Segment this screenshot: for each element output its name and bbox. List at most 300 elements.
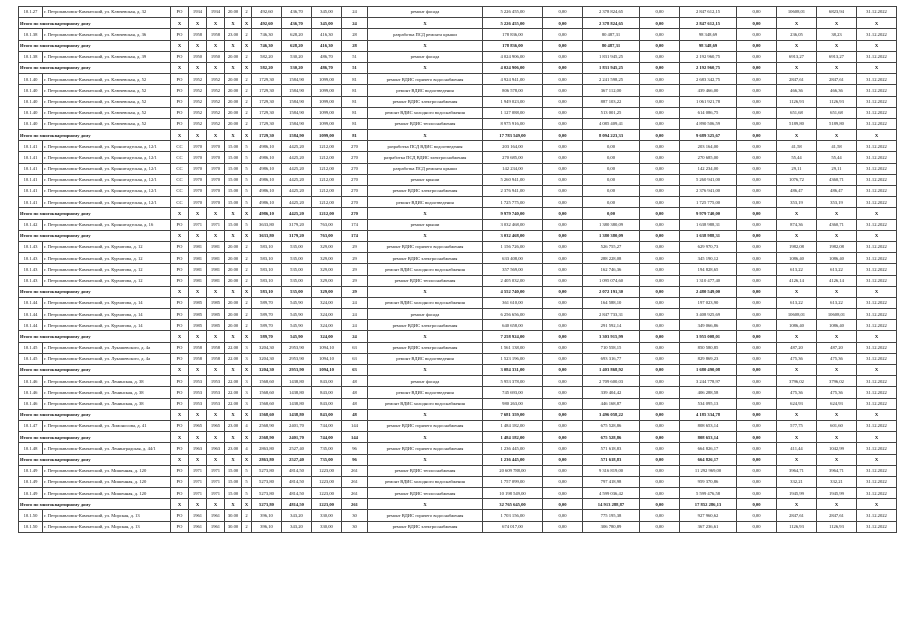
ownership-method: РО bbox=[171, 353, 189, 364]
subtotal-label: Итого по многоквартирному дому bbox=[19, 18, 171, 29]
planned-date: 31.12.2022 bbox=[857, 7, 897, 18]
total-cost: 4 024 906,00 bbox=[483, 51, 543, 62]
total-area: 589,70 bbox=[252, 297, 282, 308]
residents: 51 bbox=[342, 62, 368, 73]
max-unit-cost: 1982,08 bbox=[817, 241, 857, 252]
ownership-method: РО bbox=[171, 320, 189, 331]
local-budget: 0,00 bbox=[640, 510, 680, 521]
owners-funds: 98 348,69 bbox=[680, 40, 737, 51]
other-funds: 0,00 bbox=[737, 241, 777, 252]
building-address: г. Петропавловск-Камчатский, ул. Ломоносова, д. 41 bbox=[43, 420, 171, 431]
wear-percent: 23.00 bbox=[225, 29, 242, 40]
unit-cost: 5189,80 bbox=[777, 118, 817, 129]
row-number: 10.1.44 bbox=[19, 309, 43, 320]
local-budget: 0,00 bbox=[640, 320, 680, 331]
ownership-method: РО bbox=[171, 74, 189, 85]
living-area: 2527,40 bbox=[282, 454, 312, 465]
planned-date: 31.12.2022 bbox=[857, 241, 897, 252]
other-funds: 0,00 bbox=[737, 253, 777, 264]
floors: 2 bbox=[242, 107, 252, 118]
wear-percent: 15.00 bbox=[225, 219, 242, 230]
local-budget: 0,00 bbox=[640, 186, 680, 197]
regional-budget: 80 487,31 bbox=[583, 29, 640, 40]
year-built: 1961 bbox=[189, 510, 207, 521]
floors: 2 bbox=[242, 320, 252, 331]
subtotal-label: Итого по многоквартирному дому bbox=[19, 365, 171, 376]
year-commissioned: 1981 bbox=[207, 264, 225, 275]
row-number: 10.1.45 bbox=[19, 342, 43, 353]
regional-budget: 339 404,42 bbox=[583, 387, 640, 398]
total-cost: 4 924 941,00 bbox=[483, 74, 543, 85]
work-type: X bbox=[368, 454, 483, 465]
max-unit-cost: X bbox=[817, 40, 857, 51]
common-area: 1212,00 bbox=[312, 208, 342, 219]
row-number: 10.1.41 bbox=[19, 163, 43, 174]
other-funds: 0,00 bbox=[737, 230, 777, 241]
floors: X bbox=[242, 130, 252, 141]
ownership-method: РО bbox=[171, 488, 189, 499]
work-type: X bbox=[368, 208, 483, 219]
floors: X bbox=[242, 432, 252, 443]
floors: X bbox=[242, 18, 252, 29]
owners-funds: 197 023,90 bbox=[680, 297, 737, 308]
local-budget: 0,00 bbox=[640, 230, 680, 241]
row-number: 10.1.46 bbox=[19, 398, 43, 409]
living-area: 4425,20 bbox=[282, 141, 312, 152]
year-built: 1961 bbox=[189, 521, 207, 532]
living-area: 535,00 bbox=[282, 241, 312, 252]
fund-support: 0,00 bbox=[543, 275, 583, 286]
year-built: 1963 bbox=[189, 443, 207, 454]
common-area: 763,00 bbox=[312, 219, 342, 230]
fund-support: 0,00 bbox=[543, 130, 583, 141]
ownership-method: РО bbox=[171, 465, 189, 476]
unit-cost: 411,44 bbox=[777, 443, 817, 454]
ownership-method: РО bbox=[171, 387, 189, 398]
total-cost: 1 236 445,00 bbox=[483, 454, 543, 465]
wear-percent: 23.00 bbox=[225, 420, 242, 431]
planned-date: 31.12.2022 bbox=[857, 163, 897, 174]
table-row bbox=[19, 264, 897, 275]
other-funds: 0,00 bbox=[737, 432, 777, 443]
floors: 2 bbox=[242, 264, 252, 275]
year-built: X bbox=[189, 365, 207, 376]
subtotal-row bbox=[19, 130, 897, 141]
table-row bbox=[19, 476, 897, 487]
residents: 48 bbox=[342, 376, 368, 387]
year-commissioned: 1970 bbox=[207, 174, 225, 185]
planned-date: 31.12.2022 bbox=[857, 320, 897, 331]
planned-date: 31.12.2022 bbox=[857, 398, 897, 409]
year-built: 1970 bbox=[189, 174, 207, 185]
total-cost: 4 552 740,00 bbox=[483, 286, 543, 297]
row-number: 10.1.40 bbox=[19, 96, 43, 107]
living-area: 1584,90 bbox=[282, 107, 312, 118]
subtotal-row bbox=[19, 365, 897, 376]
year-built: X bbox=[189, 208, 207, 219]
max-unit-cost: 55,44 bbox=[817, 152, 857, 163]
residents: 48 bbox=[342, 398, 368, 409]
owners-funds: 1 638 988,31 bbox=[680, 219, 737, 230]
wear-percent: X bbox=[225, 130, 242, 141]
planned-date: 31.12.2022 bbox=[857, 197, 897, 208]
work-type: X bbox=[368, 432, 483, 443]
local-budget: 0,00 bbox=[640, 387, 680, 398]
work-type: ремонт ВДИС водоотведения bbox=[368, 387, 483, 398]
max-unit-cost: 4360,71 bbox=[817, 219, 857, 230]
regional-budget: 2 709 600,03 bbox=[583, 376, 640, 387]
total-cost: 633 408,00 bbox=[483, 253, 543, 264]
table-row bbox=[19, 29, 897, 40]
building-address: г. Петропавловск-Камчатский, ул. Ленинская, д. 38 bbox=[43, 398, 171, 409]
other-funds: 0,00 bbox=[737, 264, 777, 275]
regional-budget: 571 618,83 bbox=[583, 443, 640, 454]
row-number: 10.1.48 bbox=[19, 443, 43, 454]
other-funds: 0,00 bbox=[737, 499, 777, 510]
fund-support: 0,00 bbox=[543, 29, 583, 40]
wear-percent: X bbox=[225, 365, 242, 376]
living-area: 2527,40 bbox=[282, 443, 312, 454]
regional-budget: 1 831 945,25 bbox=[583, 51, 640, 62]
year-commissioned: 1952 bbox=[207, 118, 225, 129]
year-commissioned: X bbox=[207, 18, 225, 29]
work-type: ремонт ВДИС холодного водоснабжения bbox=[368, 297, 483, 308]
max-unit-cost: X bbox=[817, 286, 857, 297]
unit-cost: 2847,61 bbox=[777, 510, 817, 521]
planned-date: X bbox=[857, 365, 897, 376]
building-address: г. Петропавловск-Камчатский, ул. Лукашевского, д. 4а bbox=[43, 342, 171, 353]
planned-date: X bbox=[857, 40, 897, 51]
fund-support: 0,00 bbox=[543, 510, 583, 521]
floors: 2 bbox=[242, 118, 252, 129]
floors: 2 bbox=[242, 309, 252, 320]
year-built: 1981 bbox=[189, 275, 207, 286]
local-budget: 0,00 bbox=[640, 499, 680, 510]
total-area: 1568,60 bbox=[252, 376, 282, 387]
ownership-method: X bbox=[171, 62, 189, 73]
year-built: 1971 bbox=[189, 488, 207, 499]
ownership-method: СС bbox=[171, 174, 189, 185]
building-address: г. Петропавловск-Камчатский, ул. Ключевская, д. 52 bbox=[43, 85, 171, 96]
year-built: 1953 bbox=[189, 398, 207, 409]
ownership-method: СС bbox=[171, 197, 189, 208]
unit-cost: 2847,61 bbox=[777, 74, 817, 85]
residents: 144 bbox=[342, 420, 368, 431]
regional-budget: 4 085 409,41 bbox=[583, 118, 640, 129]
local-budget: 0,00 bbox=[640, 141, 680, 152]
living-area: 436,70 bbox=[282, 18, 312, 29]
other-funds: 0,00 bbox=[737, 107, 777, 118]
year-built: X bbox=[189, 454, 207, 465]
year-commissioned: 1971 bbox=[207, 488, 225, 499]
max-unit-cost: X bbox=[817, 432, 857, 443]
other-funds: 0,00 bbox=[737, 309, 777, 320]
year-built: 1971 bbox=[189, 219, 207, 230]
planned-date: X bbox=[857, 208, 897, 219]
planned-date: 31.12.2022 bbox=[857, 465, 897, 476]
fund-support: 0,00 bbox=[543, 297, 583, 308]
year-commissioned: 1958 bbox=[207, 353, 225, 364]
year-commissioned: 1970 bbox=[207, 152, 225, 163]
planned-date: 31.12.2022 bbox=[857, 476, 897, 487]
wear-percent: 22.00 bbox=[225, 353, 242, 364]
ownership-method: X bbox=[171, 499, 189, 510]
planned-date: 31.12.2022 bbox=[857, 152, 897, 163]
total-cost: 142 234,00 bbox=[483, 163, 543, 174]
total-cost: 5 226 455,00 bbox=[483, 7, 543, 18]
table-row bbox=[19, 387, 897, 398]
total-cost: 640 658,00 bbox=[483, 320, 543, 331]
local-budget: 0,00 bbox=[640, 208, 680, 219]
residents: 96 bbox=[342, 443, 368, 454]
living-area: 2953,90 bbox=[282, 353, 312, 364]
regional-budget: 9 316 819,00 bbox=[583, 465, 640, 476]
total-area: 1729,30 bbox=[252, 96, 282, 107]
ownership-method: X bbox=[171, 286, 189, 297]
row-number: 10.1.46 bbox=[19, 387, 43, 398]
residents: 270 bbox=[342, 197, 368, 208]
ownership-method: РО bbox=[171, 297, 189, 308]
living-area: 545,90 bbox=[282, 297, 312, 308]
floors: X bbox=[242, 40, 252, 51]
max-unit-cost: 1126,93 bbox=[817, 96, 857, 107]
building-address: г. Петропавловск-Камчатский, ул. Курчатова, д. 14 bbox=[43, 297, 171, 308]
unit-cost: X bbox=[777, 18, 817, 29]
year-commissioned: 1961 bbox=[207, 510, 225, 521]
year-commissioned: 1952 bbox=[207, 107, 225, 118]
planned-date: X bbox=[857, 62, 897, 73]
work-type: ремонт ВДИС холодного водоснабжения bbox=[368, 107, 483, 118]
max-unit-cost: 613,22 bbox=[817, 264, 857, 275]
local-budget: 0,00 bbox=[640, 253, 680, 264]
total-area: 4986,10 bbox=[252, 163, 282, 174]
common-area: 324,00 bbox=[312, 309, 342, 320]
regional-budget: 2 241 598,25 bbox=[583, 74, 640, 85]
residents: 28 bbox=[342, 40, 368, 51]
table-row bbox=[19, 465, 897, 476]
subtotal-label: Итого по многоквартирному дому bbox=[19, 130, 171, 141]
total-cost: 8 975 916,00 bbox=[483, 118, 543, 129]
common-area: 744,00 bbox=[312, 420, 342, 431]
residents: 270 bbox=[342, 174, 368, 185]
capital-repair-table-page bbox=[18, 6, 896, 533]
living-area: 1584,90 bbox=[282, 118, 312, 129]
owners-funds: 850 580,85 bbox=[680, 342, 737, 353]
subtotal-label: Итого по многоквартирному дому bbox=[19, 432, 171, 443]
planned-date: 31.12.2022 bbox=[857, 118, 897, 129]
regional-budget: 0,00 bbox=[583, 152, 640, 163]
regional-budget: 306 780,89 bbox=[583, 521, 640, 532]
common-area: 330,00 bbox=[312, 510, 342, 521]
work-type: ремонт ВДИС водоотведения bbox=[368, 353, 483, 364]
year-built: 1970 bbox=[189, 152, 207, 163]
wear-percent: X bbox=[225, 409, 242, 420]
building-address: г. Петропавловск-Камчатский, ул. Курчатова, д. 12 bbox=[43, 264, 171, 275]
floors: 5 bbox=[242, 488, 252, 499]
wear-percent: 22.00 bbox=[225, 342, 242, 353]
year-commissioned: 1970 bbox=[207, 186, 225, 197]
residents: 63 bbox=[342, 353, 368, 364]
subtotal-label: Итого по многоквартирному дому bbox=[19, 286, 171, 297]
regional-budget: 2 378 824,65 bbox=[583, 7, 640, 18]
unit-cost: 332,21 bbox=[777, 476, 817, 487]
table-row bbox=[19, 163, 897, 174]
planned-date: 31.12.2022 bbox=[857, 141, 897, 152]
local-budget: 0,00 bbox=[640, 74, 680, 85]
other-funds: 0,00 bbox=[737, 342, 777, 353]
residents: 261 bbox=[342, 476, 368, 487]
unit-cost: 486,47 bbox=[777, 186, 817, 197]
other-funds: 0,00 bbox=[737, 197, 777, 208]
total-cost: 1 523 196,00 bbox=[483, 353, 543, 364]
work-type: X bbox=[368, 230, 483, 241]
work-type: ремонт фасада bbox=[368, 51, 483, 62]
unit-cost: 1126,93 bbox=[777, 96, 817, 107]
ownership-method: РО bbox=[171, 376, 189, 387]
year-built: 1934 bbox=[189, 7, 207, 18]
total-area: 1568,60 bbox=[252, 387, 282, 398]
living-area: 535,00 bbox=[282, 275, 312, 286]
local-budget: 0,00 bbox=[640, 454, 680, 465]
other-funds: 0,00 bbox=[737, 130, 777, 141]
work-type: разработка ПСД ВДИС водоотведения bbox=[368, 141, 483, 152]
total-area: 2568,90 bbox=[252, 420, 282, 431]
unit-cost: X bbox=[777, 365, 817, 376]
total-area: 396,10 bbox=[252, 510, 282, 521]
regional-budget: 8 094 223,33 bbox=[583, 130, 640, 141]
total-area: 4986,10 bbox=[252, 141, 282, 152]
building-address: г. Петропавловск-Камчатский, ул. Ключевская, д. 52 bbox=[43, 96, 171, 107]
other-funds: 0,00 bbox=[737, 331, 777, 342]
living-area: 1438,80 bbox=[282, 387, 312, 398]
wear-percent: X bbox=[225, 18, 242, 29]
row-number: 10.1.41 bbox=[19, 174, 43, 185]
planned-date: X bbox=[857, 409, 897, 420]
total-cost: 3 084 331,00 bbox=[483, 365, 543, 376]
year-built: 1952 bbox=[189, 85, 207, 96]
row-number: 10.1.27 bbox=[19, 7, 43, 18]
floors: 5 bbox=[242, 197, 252, 208]
year-commissioned: X bbox=[207, 454, 225, 465]
max-unit-cost: 475,36 bbox=[817, 353, 857, 364]
living-area: 4814,50 bbox=[282, 499, 312, 510]
owners-funds: 2 683 342,75 bbox=[680, 74, 737, 85]
wear-percent: 30.00 bbox=[225, 510, 242, 521]
building-address: г. Петропавловск-Камчатский, ул. Ленинская, д. 38 bbox=[43, 376, 171, 387]
wear-percent: 20.00 bbox=[225, 51, 242, 62]
total-area: 5273,80 bbox=[252, 488, 282, 499]
row-number: 10.1.44 bbox=[19, 297, 43, 308]
fund-support: 0,00 bbox=[543, 85, 583, 96]
local-budget: 0,00 bbox=[640, 342, 680, 353]
row-number: 10.1.40 bbox=[19, 107, 43, 118]
other-funds: 0,00 bbox=[737, 7, 777, 18]
total-area: 583,10 bbox=[252, 253, 282, 264]
unit-cost: 624,93 bbox=[777, 398, 817, 409]
other-funds: 0,00 bbox=[737, 297, 777, 308]
floors: 3 bbox=[242, 387, 252, 398]
year-built: X bbox=[189, 432, 207, 443]
wear-percent: 23.00 bbox=[225, 443, 242, 454]
year-built: 1950 bbox=[189, 51, 207, 62]
wear-percent: 15.00 bbox=[225, 152, 242, 163]
owners-funds: 1 680 490,08 bbox=[680, 365, 737, 376]
building-address: г. Петропавловск-Камчатский, ул. Морская, д. 13 bbox=[43, 510, 171, 521]
row-number: 10.1.45 bbox=[19, 353, 43, 364]
work-type: ремонт ВДИС горячего водоснабжения bbox=[368, 241, 483, 252]
floors: 4 bbox=[242, 420, 252, 431]
living-area: 530,20 bbox=[282, 51, 312, 62]
fund-support: 0,00 bbox=[543, 488, 583, 499]
living-area: 2953,90 bbox=[282, 342, 312, 353]
ownership-method: РО bbox=[171, 107, 189, 118]
max-unit-cost: X bbox=[817, 365, 857, 376]
year-built: X bbox=[189, 409, 207, 420]
living-area: 535,00 bbox=[282, 264, 312, 275]
common-area: 1223,00 bbox=[312, 488, 342, 499]
year-commissioned: 1963 bbox=[207, 443, 225, 454]
table-row bbox=[19, 342, 897, 353]
work-type: ремонт ВДИС горячего водоснабжения bbox=[368, 510, 483, 521]
common-area: 1212,00 bbox=[312, 197, 342, 208]
planned-date: 31.12.2022 bbox=[857, 510, 897, 521]
common-area: 345,00 bbox=[312, 7, 342, 18]
unit-cost: 6913,27 bbox=[777, 51, 817, 62]
row-number: 10.1.43 bbox=[19, 253, 43, 264]
fund-support: 0,00 bbox=[543, 320, 583, 331]
unit-cost: 55,44 bbox=[777, 152, 817, 163]
residents: 51 bbox=[342, 51, 368, 62]
common-area: 329,00 bbox=[312, 264, 342, 275]
year-built: X bbox=[189, 130, 207, 141]
floors: 2 bbox=[242, 275, 252, 286]
owners-funds: 142 234,00 bbox=[680, 163, 737, 174]
total-cost: 1 703 156,00 bbox=[483, 510, 543, 521]
common-area: 744,00 bbox=[312, 432, 342, 443]
work-type: ремонт ВДИС электроснабжения bbox=[368, 320, 483, 331]
max-unit-cost: 1126,93 bbox=[817, 521, 857, 532]
residents: 63 bbox=[342, 342, 368, 353]
local-budget: 0,00 bbox=[640, 118, 680, 129]
work-type: X bbox=[368, 499, 483, 510]
max-unit-cost: X bbox=[817, 230, 857, 241]
table-row bbox=[19, 309, 897, 320]
fund-support: 0,00 bbox=[543, 241, 583, 252]
floors: 2 bbox=[242, 253, 252, 264]
total-cost: 1 484 182,00 bbox=[483, 432, 543, 443]
regional-budget: 0,00 bbox=[583, 163, 640, 174]
total-area: 1729,30 bbox=[252, 130, 282, 141]
work-type: ремонт ВДИС водоотведения bbox=[368, 197, 483, 208]
local-budget: 0,00 bbox=[640, 96, 680, 107]
common-area: 843,00 bbox=[312, 387, 342, 398]
unit-cost: 3796,02 bbox=[777, 376, 817, 387]
regional-budget: 164 588,10 bbox=[583, 297, 640, 308]
building-address: г. Петропавловск-Камчатский, ул. Мишенная, д. 120 bbox=[43, 488, 171, 499]
max-unit-cost: X bbox=[817, 454, 857, 465]
repair-program-table bbox=[18, 6, 897, 533]
ownership-method: РО bbox=[171, 253, 189, 264]
residents: 63 bbox=[342, 365, 368, 376]
fund-support: 0,00 bbox=[543, 476, 583, 487]
table-row bbox=[19, 96, 897, 107]
year-commissioned: 1934 bbox=[207, 7, 225, 18]
year-built: 1952 bbox=[189, 107, 207, 118]
year-commissioned: 1965 bbox=[207, 420, 225, 431]
regional-budget: 0,00 bbox=[583, 186, 640, 197]
work-type: ремонт крыши bbox=[368, 174, 483, 185]
common-area: 1223,00 bbox=[312, 465, 342, 476]
